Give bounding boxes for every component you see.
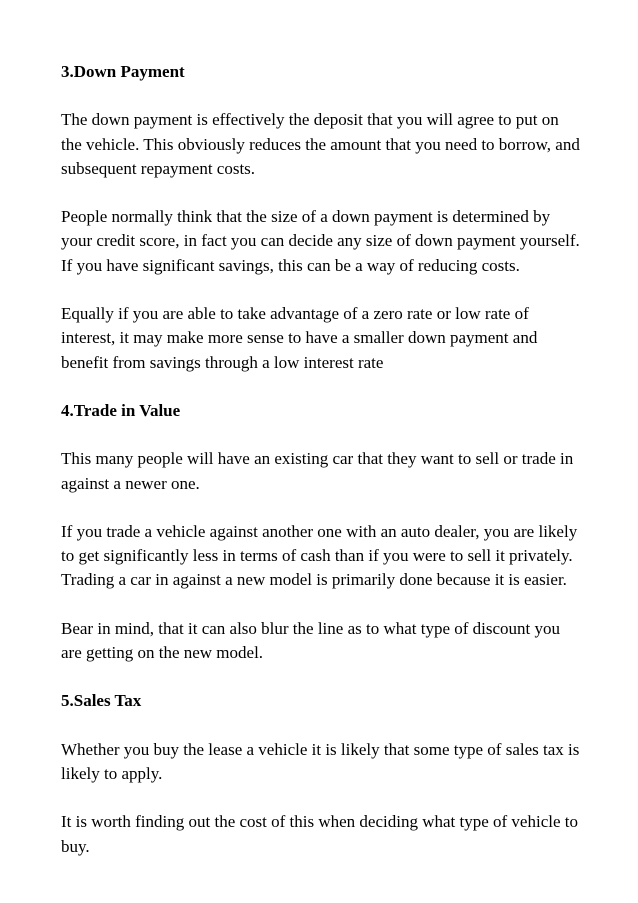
paragraph: Bear in mind, that it can also blur the line as to what type of discount you are getting on the new model. bbox=[61, 618, 561, 663]
paragraph: Whether you buy the lease a vehicle it is likely that some type of sales tax is likely to apply. bbox=[61, 739, 580, 783]
section-heading: 5.Sales Tax bbox=[61, 691, 142, 711]
section-heading: 4.Trade in Value bbox=[61, 400, 181, 420]
paragraph: It is worth finding out the cost of this when deciding what type of vehicle to buy. bbox=[61, 812, 578, 856]
paragraph: People normally think that the size of a down payment is determined by your credit score, in fact you can decide any size of down payment yourself. If you have significant savings, this can be a way of reducing costs. bbox=[61, 207, 580, 275]
document-body bbox=[61, 60, 581, 859]
section-down-payment bbox=[61, 60, 581, 375]
section-trade-in-value bbox=[61, 399, 581, 665]
section-heading: 3.Down Payment bbox=[61, 62, 185, 81]
paragraph: Equally if you are able to take advantage of a zero rate or low rate of interest, it may make more sense to have a smaller down payment and benefit from savings through a low interest rate bbox=[61, 304, 538, 372]
paragraph: If you trade a vehicle against another one with an auto dealer, you are likely to get significantly less in terms of cash than if you were to sell it privately. Trading a car in against a new model is primarily done because it is easier. bbox=[61, 521, 578, 590]
paragraph: This many people will have an existing car that they want to sell or trade in against a newer one. bbox=[61, 449, 574, 493]
paragraph: The down payment is effectively the deposit that you will agree to put on the vehicle. This obviously reduces the amount that you need to borrow, and subsequent repayment costs. bbox=[61, 110, 580, 178]
section-sales-tax bbox=[61, 689, 581, 858]
